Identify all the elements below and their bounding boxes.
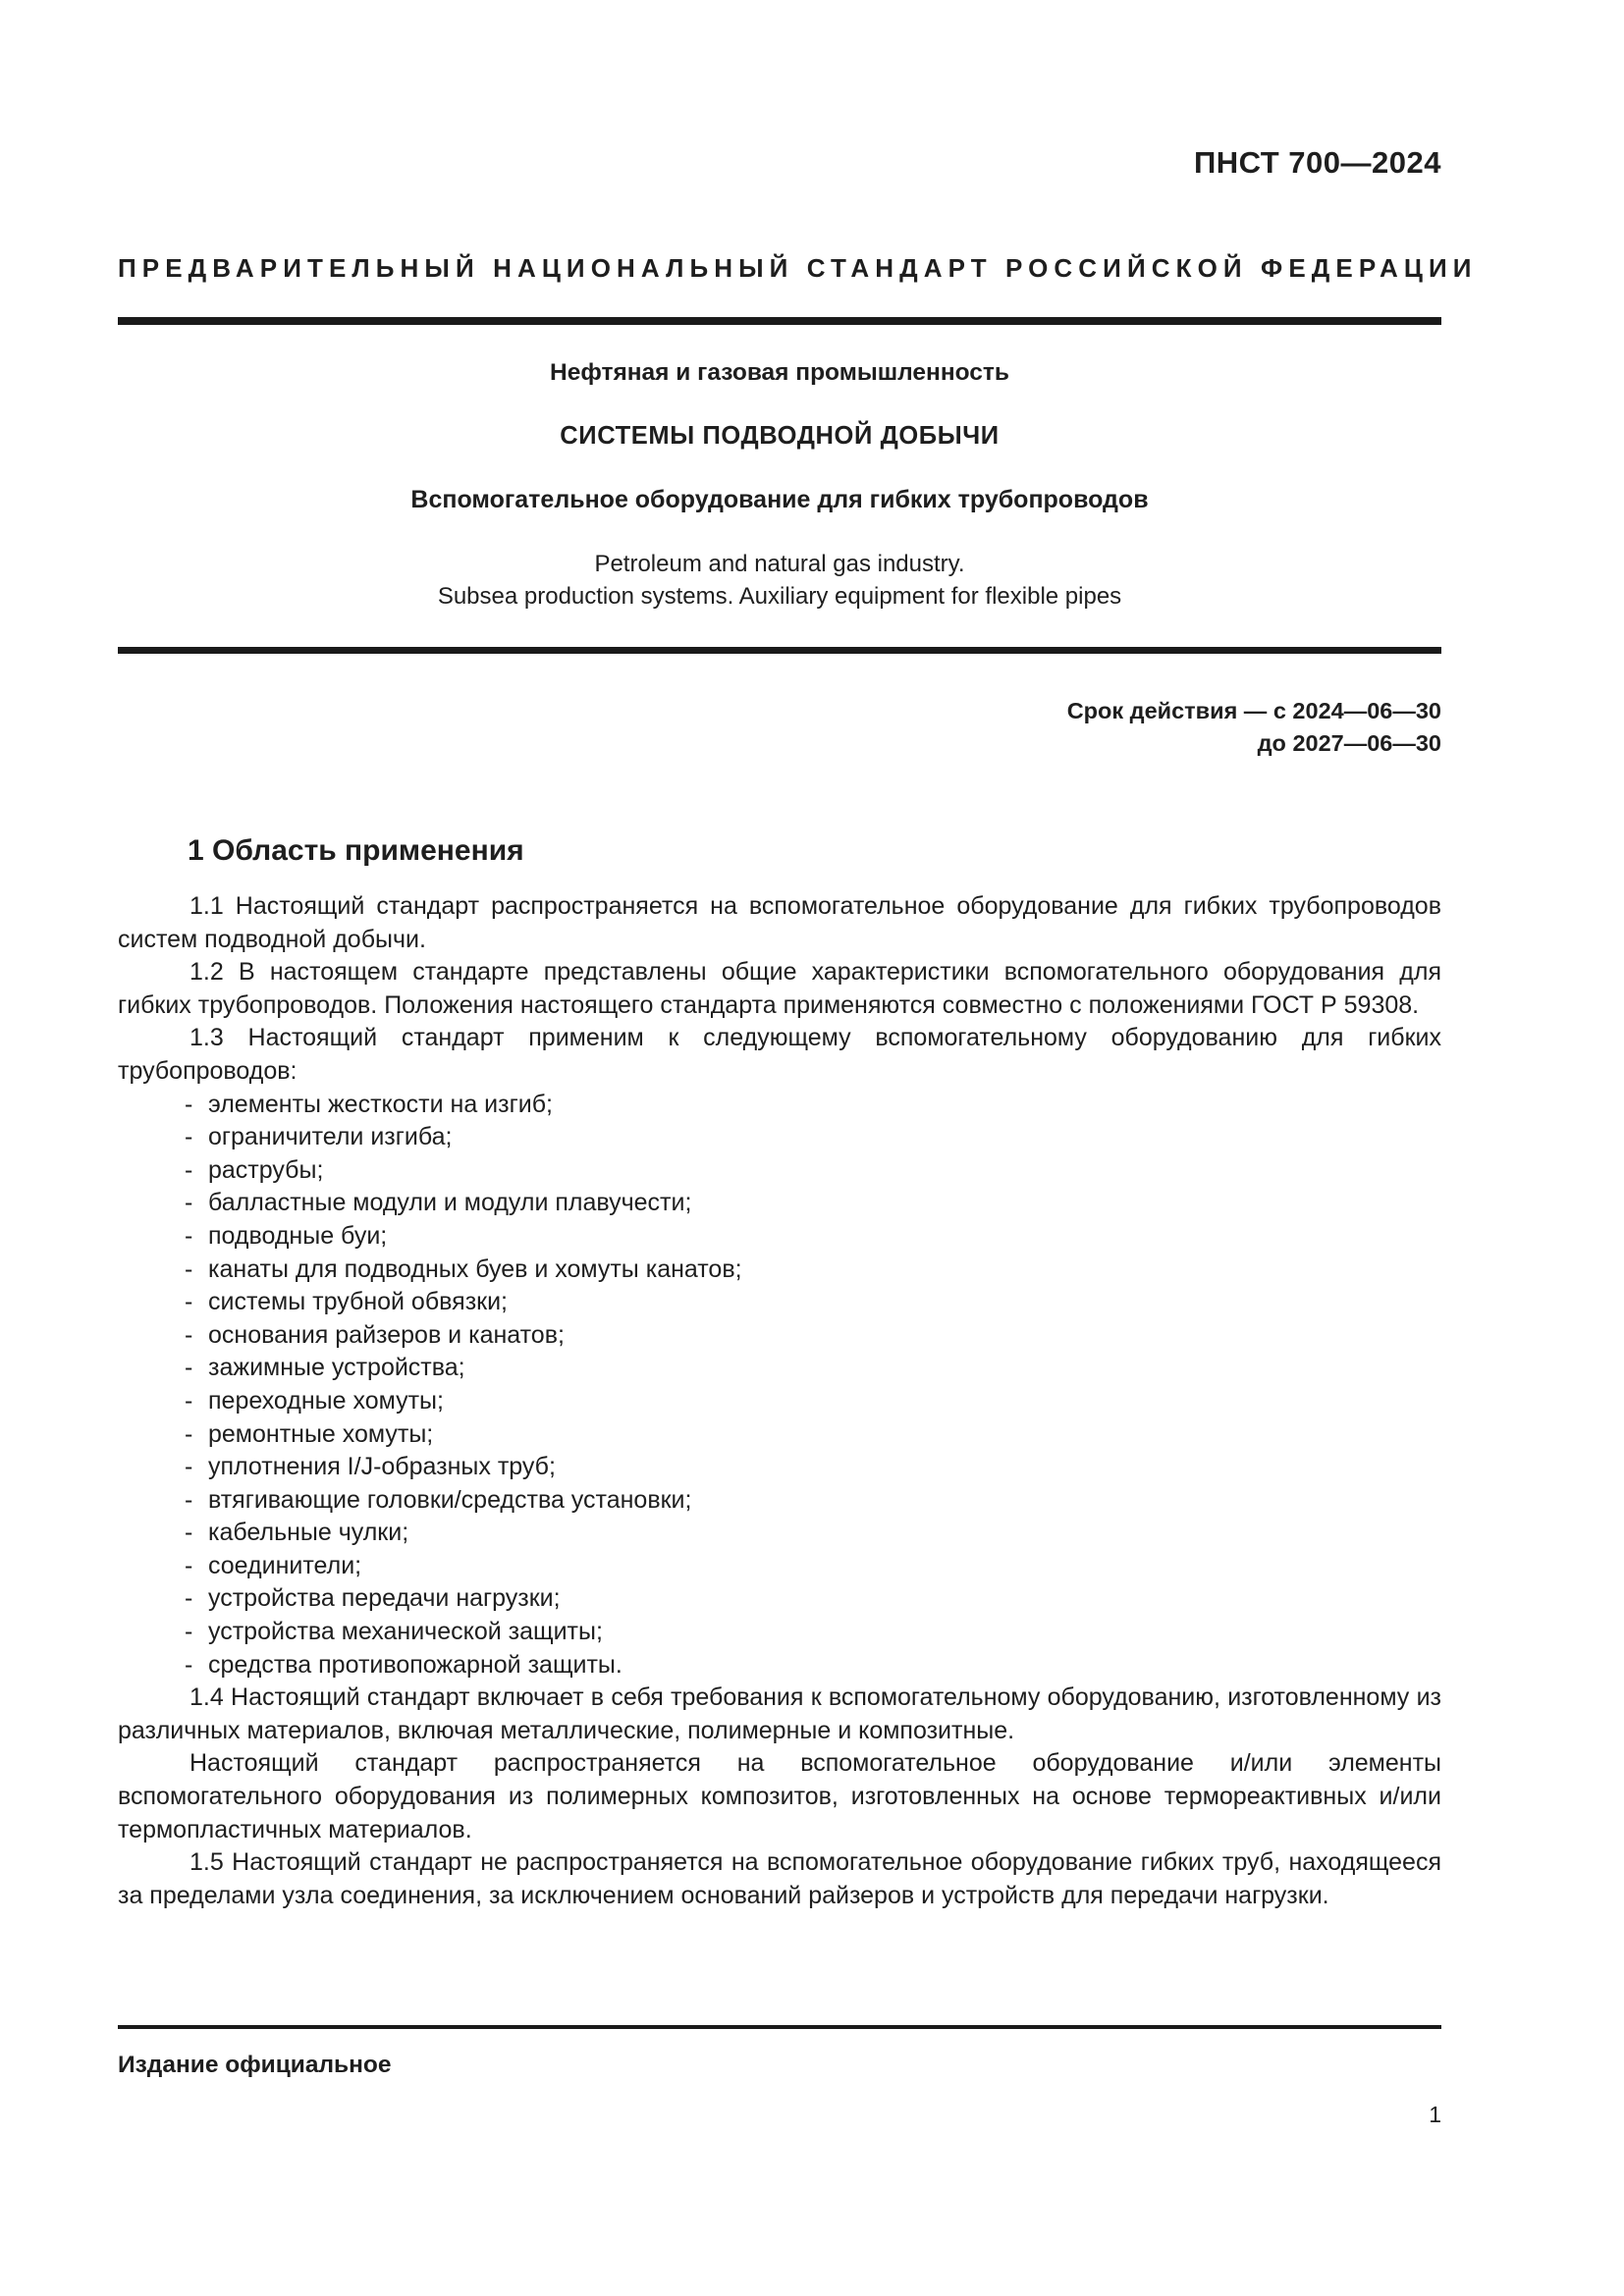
list-item-text: соединители; bbox=[208, 1551, 362, 1579]
list-dash: - bbox=[185, 1419, 193, 1448]
section-body bbox=[118, 890, 1441, 1912]
list-item-text: системы трубной обвязки; bbox=[208, 1288, 509, 1316]
list-dash: - bbox=[185, 1650, 193, 1679]
list-item bbox=[118, 1352, 1441, 1385]
list-dash: - bbox=[185, 1189, 193, 1217]
list-item bbox=[118, 1517, 1441, 1550]
list-item bbox=[118, 1484, 1441, 1518]
english-title-line-2: Subsea production systems. Auxiliary equipment for flexible pipes bbox=[437, 583, 1122, 610]
list-item-text: зажимные устройства; bbox=[208, 1354, 465, 1382]
english-title-line-1: Petroleum and natural gas industry. bbox=[594, 551, 965, 577]
list-item bbox=[118, 1616, 1441, 1649]
section-heading: 1 Область применения bbox=[188, 834, 524, 867]
edition-label: Издание официальное bbox=[118, 2052, 392, 2078]
list-item-text: устройства механической защиты; bbox=[208, 1618, 603, 1646]
list-item bbox=[118, 1089, 1441, 1122]
paragraph-1-3: 1.3 Настоящий стандарт применим к следующему вспомогательному оборудованию для гибких трубопроводов: bbox=[118, 1024, 1441, 1085]
list-item bbox=[118, 1649, 1441, 1682]
list-dash: - bbox=[185, 1386, 193, 1415]
validity-to: до 2027—06—30 bbox=[1257, 730, 1441, 756]
list-item-text: основания райзеров и канатов; bbox=[208, 1320, 565, 1349]
list-item-text: втягивающие головки/средства установки; bbox=[208, 1485, 692, 1514]
list-item bbox=[118, 1286, 1441, 1319]
list-dash: - bbox=[185, 1123, 193, 1151]
list-dash: - bbox=[185, 1584, 193, 1613]
industry-sector: Нефтяная и газовая промышленность bbox=[550, 359, 1009, 386]
list-dash: - bbox=[185, 1551, 193, 1579]
list-dash: - bbox=[185, 1485, 193, 1514]
list-item bbox=[118, 1121, 1441, 1154]
list-item-text: раструбы; bbox=[208, 1155, 324, 1184]
list-dash: - bbox=[185, 1320, 193, 1349]
list-item-text: переходные хомуты; bbox=[208, 1386, 444, 1415]
validity-from: Срок действия — с 2024—06—30 bbox=[1066, 698, 1441, 723]
paragraph-1-1: 1.1 Настоящий стандарт распространяется на вспомогательное оборудование для гибких трубопроводов систем подводной добычи. bbox=[118, 892, 1441, 953]
list-item bbox=[118, 1418, 1441, 1452]
list-item bbox=[118, 1220, 1441, 1254]
list-dash: - bbox=[185, 1255, 193, 1283]
list-item-text: ремонтные хомуты; bbox=[208, 1419, 434, 1448]
paragraph-1-5: 1.5 Настоящий стандарт не распространяется на вспомогательное оборудование гибких труб, находящееся за пределами узла соединения, за исключением оснований райзеров и устройств для передачи нагрузки. bbox=[118, 1848, 1441, 1909]
list-item-text: подводные буи; bbox=[208, 1221, 388, 1250]
list-dash: - bbox=[185, 1519, 193, 1547]
list-item-text: канаты для подводных буев и хомуты канатов; bbox=[208, 1255, 742, 1283]
paragraph-1-4: 1.4 Настоящий стандарт включает в себя требования к вспомогательному оборудованию, изготовленному из различных материалов, включая металлические, полимерные и композитные. bbox=[118, 1683, 1441, 1744]
list-dash: - bbox=[185, 1354, 193, 1382]
list-item bbox=[118, 1187, 1441, 1220]
list-dash: - bbox=[185, 1453, 193, 1481]
list-item-text: балластные модули и модули плавучести; bbox=[208, 1189, 692, 1217]
paragraph-1-4-continued: Настоящий стандарт распространяется на вспомогательное оборудование и/или элементы вспомогательного оборудования из полимерных композитов, изготовленных на основе термореактивных и/или термопластичных материалов. bbox=[118, 1749, 1441, 1843]
title-rule bbox=[118, 647, 1441, 654]
list-item bbox=[118, 1451, 1441, 1484]
paragraph-1-2: 1.2 В настоящем стандарте представлены общие характеристики вспомогательного оборудования для гибких трубопроводов. Положения настоящего стандарта применяются совместно с положениями ГОСТ Р 59308. bbox=[118, 958, 1441, 1019]
standard-designation: ПНСТ 700—2024 bbox=[1193, 145, 1441, 180]
list-item bbox=[118, 1550, 1441, 1583]
english-title bbox=[118, 548, 1441, 613]
list-item-text: ограничители изгиба; bbox=[208, 1123, 453, 1151]
list-dash: - bbox=[185, 1288, 193, 1316]
list-item-text: уплотнения I/J-образных труб; bbox=[208, 1453, 556, 1481]
document-subtitle: Вспомогательное оборудование для гибких трубопроводов bbox=[410, 486, 1149, 513]
list-item bbox=[118, 1319, 1441, 1353]
list-item-text: кабельные чулки; bbox=[208, 1519, 409, 1547]
page-number: 1 bbox=[1429, 2102, 1441, 2127]
list-dash: - bbox=[185, 1155, 193, 1184]
list-dash: - bbox=[185, 1618, 193, 1646]
list-item bbox=[118, 1254, 1441, 1287]
list-item bbox=[118, 1154, 1441, 1188]
top-rule bbox=[118, 317, 1441, 325]
list-item bbox=[118, 1582, 1441, 1616]
list-item-text: средства противопожарной защиты. bbox=[208, 1650, 623, 1679]
list-dash: - bbox=[185, 1090, 193, 1118]
document-title: СИСТЕМЫ ПОДВОДНОЙ ДОБЫЧИ bbox=[560, 422, 1000, 450]
list-item bbox=[118, 1385, 1441, 1418]
footer-rule bbox=[118, 2025, 1441, 2029]
standard-type-heading: ПРЕДВАРИТЕЛЬНЫЙ НАЦИОНАЛЬНЫЙ СТАНДАРТ РОССИЙСКОЙ ФЕДЕРАЦИИ bbox=[118, 253, 1478, 283]
list-item-text: устройства передачи нагрузки; bbox=[208, 1584, 561, 1613]
list-dash: - bbox=[185, 1221, 193, 1250]
validity-period bbox=[1067, 695, 1441, 760]
list-item-text: элементы жесткости на изгиб; bbox=[208, 1090, 553, 1118]
equipment-list bbox=[118, 1089, 1441, 1682]
